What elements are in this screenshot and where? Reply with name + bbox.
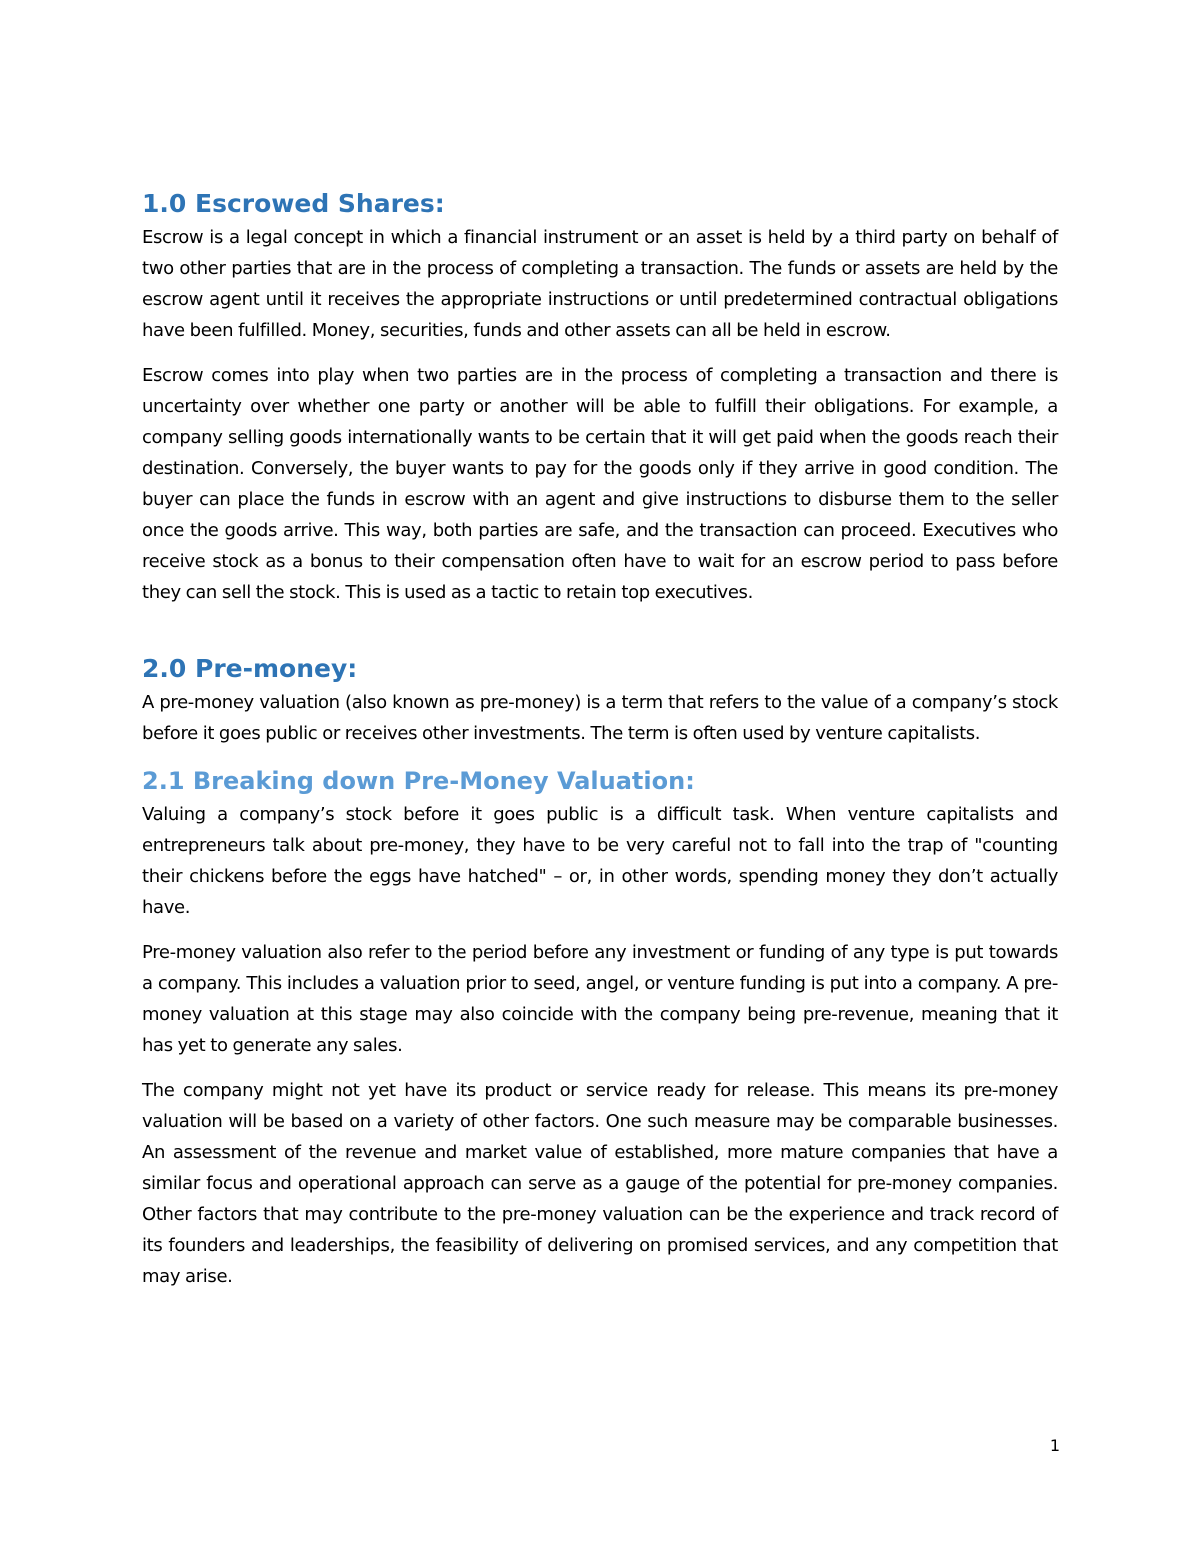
- paragraph: Escrow is a legal concept in which a financial instrument or an asset is held by a third party on behalf of two other parties that are in the process of completing a transaction. The funds or assets are held by the escrow agent until it receives the appropriate instructions or until predetermined contractual obligations have been fulfilled. Money, securities, funds and other assets can all be held in escrow.: [142, 227, 1058, 341]
- paragraph: Valuing a company’s stock before it goes public is a difficult task. When venture capitalists and entrepreneurs talk about pre-money, they have to be very careful not to fall into the trap of "counting their chickens before the eggs have hatched" – or, in other words, spending money they don’t actually have.: [142, 804, 1058, 918]
- paragraph: The company might not yet have its product or service ready for release. This means its pre-money valuation will be based on a variety of other factors. One such measure may be comparable businesses. An assessment of the revenue and market value of established, more mature companies that have a similar focus and operational approach can serve as a gauge of the potential for pre-money companies. Other factors that may contribute to the pre-money valuation can be the experience and track record of its founders and leaderships, the feasibility of delivering on promised services, and any competition that may arise.: [142, 1080, 1058, 1287]
- paragraph: Pre-money valuation also refer to the period before any investment or funding of any type is put towards a company. This includes a valuation prior to seed, angel, or venture funding is put into a company. A pre-money valuation at this stage may also coincide with the company being pre-revenue, meaning that it has yet to generate any sales.: [142, 942, 1058, 1056]
- page-number: 1: [1049, 1436, 1060, 1455]
- subsection-heading-breaking-down: 2.1 Breaking down Pre-Money Valuation:: [142, 767, 695, 795]
- paragraph: A pre-money valuation (also known as pre-money) is a term that refers to the value of a company’s stock before it goes public or receives other investments. The term is often used by venture capitalists.: [142, 692, 1058, 744]
- paragraph: Escrow comes into play when two parties are in the process of completing a transaction and there is uncertainty over whether one party or another will be able to fulfill their obligations. For example, a company selling goods internationally wants to be certain that it will get paid when the goods reach their destination. Conversely, the buyer wants to pay for the goods only if they arrive in good condition. The buyer can place the funds in escrow with an agent and give instructions to disburse them to the seller once the goods arrive. This way, both parties are safe, and the transaction can proceed. Executives who receive stock as a bonus to their compensation often have to wait for an escrow period to pass before they can sell the stock. This is used as a tactic to retain top executives.: [142, 365, 1058, 603]
- document-body: [142, 186, 1058, 1292]
- section-heading-pre-money: 2.0 Pre-money:: [142, 654, 358, 683]
- section-heading-escrowed-shares: 1.0 Escrowed Shares:: [142, 189, 445, 218]
